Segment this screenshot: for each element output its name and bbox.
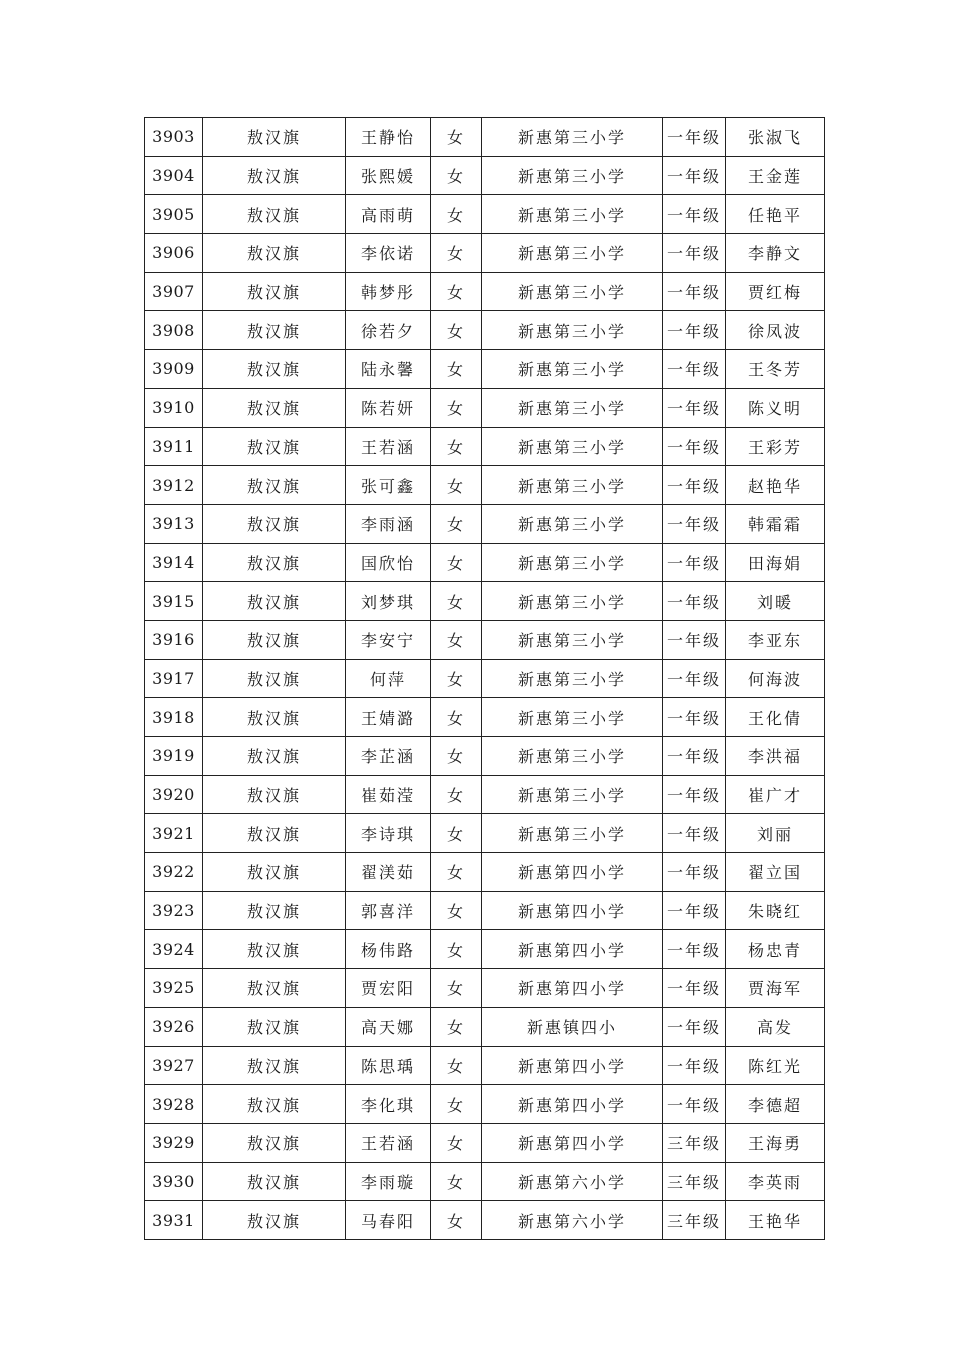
school-cell: 新惠第三小学: [482, 814, 663, 853]
grade-cell: 一年级: [663, 891, 726, 930]
table-row: [145, 427, 825, 466]
region-cell: 敖汉旗: [203, 1007, 346, 1046]
table-row: [145, 1007, 825, 1046]
region-cell: 敖汉旗: [203, 775, 346, 814]
teacher-name-cell: 朱晓红: [726, 891, 825, 930]
school-cell: 新惠第三小学: [482, 775, 663, 814]
record-number-cell: 3924: [145, 930, 203, 969]
table-row: [145, 195, 825, 234]
teacher-name-cell: 徐凤波: [726, 311, 825, 350]
gender-cell: 女: [431, 1123, 482, 1162]
table-row: [145, 1085, 825, 1124]
table-row: [145, 620, 825, 659]
gender-cell: 女: [431, 311, 482, 350]
student-name-cell: 马春阳: [346, 1201, 431, 1240]
record-number-cell: 3928: [145, 1085, 203, 1124]
student-name-cell: 高天娜: [346, 1007, 431, 1046]
teacher-name-cell: 何海波: [726, 659, 825, 698]
grade-cell: 一年级: [663, 1085, 726, 1124]
grade-cell: 一年级: [663, 698, 726, 737]
grade-cell: 一年级: [663, 156, 726, 195]
region-cell: 敖汉旗: [203, 427, 346, 466]
grade-cell: 一年级: [663, 737, 726, 776]
teacher-name-cell: 王化倩: [726, 698, 825, 737]
school-cell: 新惠第三小学: [482, 543, 663, 582]
student-name-cell: 李依诺: [346, 234, 431, 273]
teacher-name-cell: 李德超: [726, 1085, 825, 1124]
table-row: [145, 504, 825, 543]
gender-cell: 女: [431, 156, 482, 195]
record-number-cell: 3916: [145, 620, 203, 659]
school-cell: 新惠第三小学: [482, 659, 663, 698]
student-name-cell: 郭喜洋: [346, 891, 431, 930]
student-name-cell: 贾宏阳: [346, 969, 431, 1008]
gender-cell: 女: [431, 853, 482, 892]
grade-cell: 一年级: [663, 350, 726, 389]
student-name-cell: 王静怡: [346, 118, 431, 157]
school-cell: 新惠第三小学: [482, 311, 663, 350]
record-number-cell: 3910: [145, 388, 203, 427]
teacher-name-cell: 高发: [726, 1007, 825, 1046]
table-row: [145, 388, 825, 427]
student-name-cell: 李安宁: [346, 620, 431, 659]
grade-cell: 一年级: [663, 582, 726, 621]
gender-cell: 女: [431, 891, 482, 930]
school-cell: 新惠第三小学: [482, 737, 663, 776]
teacher-name-cell: 陈红光: [726, 1046, 825, 1085]
grade-cell: 一年级: [663, 775, 726, 814]
region-cell: 敖汉旗: [203, 1085, 346, 1124]
school-cell: 新惠第三小学: [482, 620, 663, 659]
student-name-cell: 李雨涵: [346, 504, 431, 543]
region-cell: 敖汉旗: [203, 853, 346, 892]
grade-cell: 一年级: [663, 504, 726, 543]
school-cell: 新惠第三小学: [482, 234, 663, 273]
teacher-name-cell: 张淑飞: [726, 118, 825, 157]
student-name-cell: 韩梦彤: [346, 272, 431, 311]
region-cell: 敖汉旗: [203, 582, 346, 621]
record-number-cell: 3921: [145, 814, 203, 853]
grade-cell: 一年级: [663, 1046, 726, 1085]
region-cell: 敖汉旗: [203, 659, 346, 698]
school-cell: 新惠第四小学: [482, 969, 663, 1008]
school-cell: 新惠第六小学: [482, 1162, 663, 1201]
student-name-cell: 陈思瑀: [346, 1046, 431, 1085]
school-cell: 新惠镇四小: [482, 1007, 663, 1046]
record-number-cell: 3929: [145, 1123, 203, 1162]
region-cell: 敖汉旗: [203, 311, 346, 350]
region-cell: 敖汉旗: [203, 1201, 346, 1240]
teacher-name-cell: 韩霜霜: [726, 504, 825, 543]
record-number-cell: 3931: [145, 1201, 203, 1240]
grade-cell: 一年级: [663, 272, 726, 311]
table-row: [145, 814, 825, 853]
school-cell: 新惠第三小学: [482, 504, 663, 543]
student-name-cell: 王若涵: [346, 1123, 431, 1162]
school-cell: 新惠第三小学: [482, 388, 663, 427]
record-number-cell: 3905: [145, 195, 203, 234]
grade-cell: 一年级: [663, 311, 726, 350]
table-row: [145, 698, 825, 737]
record-number-cell: 3908: [145, 311, 203, 350]
region-cell: 敖汉旗: [203, 195, 346, 234]
roster-table-body: [145, 118, 825, 1240]
record-number-cell: 3923: [145, 891, 203, 930]
student-name-cell: 李芷涵: [346, 737, 431, 776]
region-cell: 敖汉旗: [203, 272, 346, 311]
school-cell: 新惠第三小学: [482, 156, 663, 195]
grade-cell: 一年级: [663, 930, 726, 969]
region-cell: 敖汉旗: [203, 388, 346, 427]
teacher-name-cell: 王艳华: [726, 1201, 825, 1240]
gender-cell: 女: [431, 1201, 482, 1240]
record-number-cell: 3912: [145, 466, 203, 505]
region-cell: 敖汉旗: [203, 969, 346, 1008]
grade-cell: 一年级: [663, 620, 726, 659]
school-cell: 新惠第三小学: [482, 466, 663, 505]
school-cell: 新惠第三小学: [482, 350, 663, 389]
teacher-name-cell: 陈义明: [726, 388, 825, 427]
grade-cell: 一年级: [663, 814, 726, 853]
grade-cell: 一年级: [663, 1007, 726, 1046]
teacher-name-cell: 王海勇: [726, 1123, 825, 1162]
teacher-name-cell: 王彩芳: [726, 427, 825, 466]
record-number-cell: 3925: [145, 969, 203, 1008]
region-cell: 敖汉旗: [203, 234, 346, 273]
grade-cell: 三年级: [663, 1201, 726, 1240]
school-cell: 新惠第四小学: [482, 930, 663, 969]
grade-cell: 一年级: [663, 195, 726, 234]
region-cell: 敖汉旗: [203, 1046, 346, 1085]
region-cell: 敖汉旗: [203, 504, 346, 543]
gender-cell: 女: [431, 1085, 482, 1124]
gender-cell: 女: [431, 698, 482, 737]
record-number-cell: 3906: [145, 234, 203, 273]
table-row: [145, 543, 825, 582]
table-row: [145, 311, 825, 350]
school-cell: 新惠第三小学: [482, 427, 663, 466]
region-cell: 敖汉旗: [203, 814, 346, 853]
region-cell: 敖汉旗: [203, 543, 346, 582]
grade-cell: 一年级: [663, 969, 726, 1008]
record-number-cell: 3911: [145, 427, 203, 466]
record-number-cell: 3907: [145, 272, 203, 311]
gender-cell: 女: [431, 775, 482, 814]
table-row: [145, 737, 825, 776]
gender-cell: 女: [431, 1162, 482, 1201]
record-number-cell: 3913: [145, 504, 203, 543]
grade-cell: 一年级: [663, 659, 726, 698]
teacher-name-cell: 崔广才: [726, 775, 825, 814]
student-name-cell: 李雨璇: [346, 1162, 431, 1201]
table-row: [145, 1201, 825, 1240]
school-cell: 新惠第三小学: [482, 698, 663, 737]
region-cell: 敖汉旗: [203, 466, 346, 505]
record-number-cell: 3930: [145, 1162, 203, 1201]
table-row: [145, 156, 825, 195]
school-cell: 新惠第三小学: [482, 195, 663, 234]
region-cell: 敖汉旗: [203, 156, 346, 195]
gender-cell: 女: [431, 737, 482, 776]
teacher-name-cell: 田海娟: [726, 543, 825, 582]
school-cell: 新惠第三小学: [482, 582, 663, 621]
gender-cell: 女: [431, 504, 482, 543]
student-name-cell: 刘梦琪: [346, 582, 431, 621]
region-cell: 敖汉旗: [203, 118, 346, 157]
school-cell: 新惠第三小学: [482, 118, 663, 157]
record-number-cell: 3926: [145, 1007, 203, 1046]
record-number-cell: 3903: [145, 118, 203, 157]
grade-cell: 一年级: [663, 543, 726, 582]
student-name-cell: 李化琪: [346, 1085, 431, 1124]
table-row: [145, 234, 825, 273]
student-name-cell: 高雨萌: [346, 195, 431, 234]
table-row: [145, 659, 825, 698]
region-cell: 敖汉旗: [203, 930, 346, 969]
record-number-cell: 3920: [145, 775, 203, 814]
teacher-name-cell: 刘丽: [726, 814, 825, 853]
gender-cell: 女: [431, 234, 482, 273]
gender-cell: 女: [431, 427, 482, 466]
record-number-cell: 3927: [145, 1046, 203, 1085]
grade-cell: 三年级: [663, 1162, 726, 1201]
student-name-cell: 张可鑫: [346, 466, 431, 505]
gender-cell: 女: [431, 543, 482, 582]
gender-cell: 女: [431, 582, 482, 621]
gender-cell: 女: [431, 620, 482, 659]
gender-cell: 女: [431, 272, 482, 311]
record-number-cell: 3919: [145, 737, 203, 776]
gender-cell: 女: [431, 195, 482, 234]
table-row: [145, 1123, 825, 1162]
table-row: [145, 853, 825, 892]
gender-cell: 女: [431, 388, 482, 427]
teacher-name-cell: 贾红梅: [726, 272, 825, 311]
region-cell: 敖汉旗: [203, 737, 346, 776]
gender-cell: 女: [431, 118, 482, 157]
grade-cell: 三年级: [663, 1123, 726, 1162]
student-name-cell: 国欣怡: [346, 543, 431, 582]
student-name-cell: 王婧潞: [346, 698, 431, 737]
school-cell: 新惠第四小学: [482, 1123, 663, 1162]
region-cell: 敖汉旗: [203, 891, 346, 930]
region-cell: 敖汉旗: [203, 698, 346, 737]
region-cell: 敖汉旗: [203, 1162, 346, 1201]
school-cell: 新惠第六小学: [482, 1201, 663, 1240]
record-number-cell: 3917: [145, 659, 203, 698]
gender-cell: 女: [431, 1046, 482, 1085]
gender-cell: 女: [431, 930, 482, 969]
table-row: [145, 466, 825, 505]
table-row: [145, 350, 825, 389]
teacher-name-cell: 李洪福: [726, 737, 825, 776]
record-number-cell: 3909: [145, 350, 203, 389]
student-name-cell: 徐若夕: [346, 311, 431, 350]
table-row: [145, 891, 825, 930]
table-row: [145, 118, 825, 157]
grade-cell: 一年级: [663, 466, 726, 505]
gender-cell: 女: [431, 350, 482, 389]
teacher-name-cell: 王金莲: [726, 156, 825, 195]
table-row: [145, 582, 825, 621]
school-cell: 新惠第四小学: [482, 853, 663, 892]
student-name-cell: 陆永馨: [346, 350, 431, 389]
table-row: [145, 272, 825, 311]
school-cell: 新惠第四小学: [482, 1085, 663, 1124]
grade-cell: 一年级: [663, 388, 726, 427]
school-cell: 新惠第四小学: [482, 891, 663, 930]
record-number-cell: 3915: [145, 582, 203, 621]
grade-cell: 一年级: [663, 234, 726, 273]
teacher-name-cell: 杨忠青: [726, 930, 825, 969]
gender-cell: 女: [431, 969, 482, 1008]
grade-cell: 一年级: [663, 853, 726, 892]
teacher-name-cell: 刘暖: [726, 582, 825, 621]
region-cell: 敖汉旗: [203, 620, 346, 659]
region-cell: 敖汉旗: [203, 350, 346, 389]
record-number-cell: 3922: [145, 853, 203, 892]
teacher-name-cell: 赵艳华: [726, 466, 825, 505]
table-row: [145, 775, 825, 814]
gender-cell: 女: [431, 659, 482, 698]
student-name-cell: 崔茹滢: [346, 775, 431, 814]
teacher-name-cell: 李英雨: [726, 1162, 825, 1201]
student-name-cell: 李诗琪: [346, 814, 431, 853]
teacher-name-cell: 李亚东: [726, 620, 825, 659]
grade-cell: 一年级: [663, 118, 726, 157]
student-name-cell: 陈若妍: [346, 388, 431, 427]
teacher-name-cell: 翟立国: [726, 853, 825, 892]
student-name-cell: 张熙媛: [346, 156, 431, 195]
gender-cell: 女: [431, 814, 482, 853]
table-row: [145, 930, 825, 969]
student-name-cell: 翟渼茹: [346, 853, 431, 892]
teacher-name-cell: 任艳平: [726, 195, 825, 234]
record-number-cell: 3904: [145, 156, 203, 195]
roster-table: [144, 117, 825, 1240]
student-name-cell: 何萍: [346, 659, 431, 698]
grade-cell: 一年级: [663, 427, 726, 466]
teacher-name-cell: 贾海军: [726, 969, 825, 1008]
teacher-name-cell: 李静文: [726, 234, 825, 273]
table-row: [145, 1046, 825, 1085]
school-cell: 新惠第三小学: [482, 272, 663, 311]
student-name-cell: 杨伟路: [346, 930, 431, 969]
gender-cell: 女: [431, 1007, 482, 1046]
school-cell: 新惠第四小学: [482, 1046, 663, 1085]
gender-cell: 女: [431, 466, 482, 505]
teacher-name-cell: 王冬芳: [726, 350, 825, 389]
table-row: [145, 1162, 825, 1201]
region-cell: 敖汉旗: [203, 1123, 346, 1162]
table-row: [145, 969, 825, 1008]
record-number-cell: 3914: [145, 543, 203, 582]
student-name-cell: 王若涵: [346, 427, 431, 466]
record-number-cell: 3918: [145, 698, 203, 737]
